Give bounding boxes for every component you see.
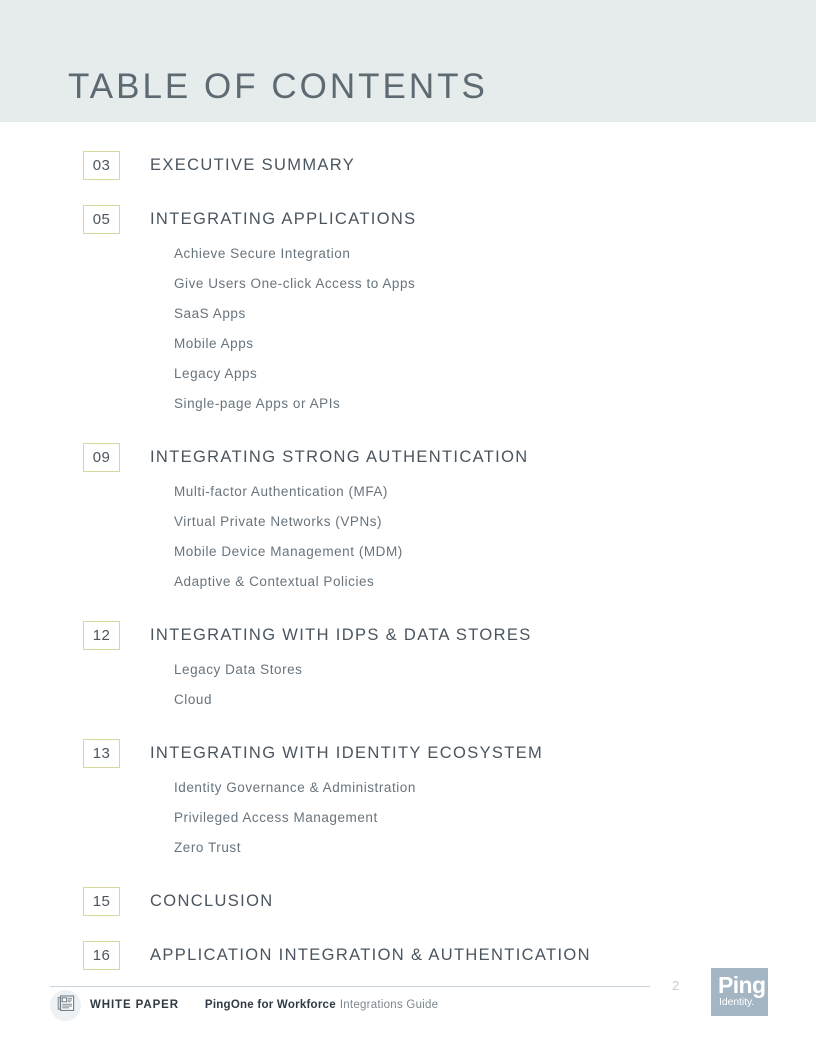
toc-entry-label: APPLICATION INTEGRATION & AUTHENTICATION [150, 945, 591, 964]
logo-wordmark: Ping [718, 972, 766, 998]
toc-subentry-label: Legacy Data Stores [174, 661, 303, 677]
toc-entry-label: INTEGRATING STRONG AUTHENTICATION [150, 447, 529, 466]
spacer [0, 920, 816, 936]
toc-page-number-box [83, 443, 120, 472]
toc-group [0, 616, 816, 714]
page-number: 2 [672, 978, 680, 993]
spacer [0, 862, 816, 882]
toc-page-number: 03 [92, 156, 111, 174]
page-header-band [0, 0, 816, 122]
toc-page-number-box [83, 739, 120, 768]
toc-subentry-label: Single-page Apps or APIs [174, 395, 341, 411]
toc-entry-label: INTEGRATING WITH IDENTITY ECOSYSTEM [150, 743, 544, 762]
spacer [0, 184, 816, 200]
toc-subentry[interactable] [0, 298, 816, 328]
footer-caption [90, 997, 438, 1013]
toc-subentry-label: Multi-factor Authentication (MFA) [174, 483, 388, 499]
toc-subentry[interactable] [0, 832, 816, 862]
spacer [0, 122, 816, 146]
toc-page-number-box [83, 151, 120, 180]
toc-subentry-label: Mobile Device Management (MDM) [174, 543, 403, 559]
toc-subentry-label: SaaS Apps [174, 305, 246, 321]
toc-subentry[interactable] [0, 238, 816, 268]
spacer [0, 596, 816, 616]
toc-entry[interactable] [0, 616, 816, 654]
toc-page-number: 05 [92, 210, 111, 228]
toc-subentry[interactable] [0, 328, 816, 358]
toc-entry[interactable] [0, 146, 816, 184]
toc-page-number-box [83, 205, 120, 234]
footer-doc-type: WHITE PAPER [90, 999, 179, 1011]
toc-entry-label: INTEGRATING APPLICATIONS [150, 209, 417, 228]
toc-group [0, 882, 816, 920]
toc-subentry[interactable] [0, 654, 816, 684]
toc-page-number: 15 [92, 892, 111, 910]
toc-page-number: 12 [92, 626, 111, 644]
toc-group [0, 936, 816, 974]
logo-tagline: Identity. [719, 996, 755, 1008]
toc-subentry[interactable] [0, 506, 816, 536]
toc-subentry[interactable] [0, 802, 816, 832]
toc-subentry[interactable] [0, 388, 816, 418]
footer-divider [50, 986, 650, 987]
toc-group [0, 200, 816, 418]
toc-subentry[interactable] [0, 684, 816, 714]
toc-entry[interactable] [0, 438, 816, 476]
ping-identity-logo [711, 968, 768, 1016]
toc-subentry-label: Adaptive & Contextual Policies [174, 573, 375, 589]
toc-subentry-label: Virtual Private Networks (VPNs) [174, 513, 383, 529]
toc-entry-label: CONCLUSION [150, 891, 274, 910]
toc-entry-label: INTEGRATING WITH IDPS & DATA STORES [150, 625, 532, 644]
toc-subentry[interactable] [0, 476, 816, 506]
toc-entry[interactable] [0, 734, 816, 772]
toc-group [0, 438, 816, 596]
toc-page-number-box [83, 941, 120, 970]
toc-subentry-label: Zero Trust [174, 839, 242, 855]
toc-group [0, 734, 816, 862]
newspaper-icon [56, 995, 75, 1017]
toc-entry[interactable] [0, 936, 816, 974]
toc-entry[interactable] [0, 200, 816, 238]
toc-subentry-label: Legacy Apps [174, 365, 258, 381]
toc-subentry-label: Identity Governance & Administration [174, 779, 416, 795]
toc-page-number-box [83, 621, 120, 650]
page-footer [0, 978, 816, 1056]
table-of-contents [0, 122, 816, 974]
toc-subentry[interactable] [0, 268, 816, 298]
footer-product-name: PingOne for Workforce [204, 999, 336, 1011]
toc-page-number: 16 [92, 946, 111, 964]
toc-subentry-label: Privileged Access Management [174, 809, 378, 825]
toc-page-number: 09 [92, 448, 111, 466]
toc-subentry[interactable] [0, 536, 816, 566]
page-title: TABLE OF CONTENTS [68, 67, 488, 106]
toc-subentry-label: Cloud [174, 691, 213, 707]
toc-subentry-label: Give Users One-click Access to Apps [174, 275, 416, 291]
toc-entry-label: EXECUTIVE SUMMARY [150, 155, 356, 174]
toc-subentry-label: Mobile Apps [174, 335, 254, 351]
toc-entry[interactable] [0, 882, 816, 920]
white-paper-badge [50, 990, 81, 1021]
toc-subentry[interactable] [0, 566, 816, 596]
toc-group [0, 146, 816, 184]
toc-subentry-label: Achieve Secure Integration [174, 245, 351, 261]
spacer [0, 714, 816, 734]
footer-guide-name: Integrations Guide [339, 999, 439, 1011]
toc-subentry[interactable] [0, 772, 816, 802]
toc-page-number: 13 [92, 744, 111, 762]
toc-subentry[interactable] [0, 358, 816, 388]
spacer [0, 418, 816, 438]
toc-page-number-box [83, 887, 120, 916]
